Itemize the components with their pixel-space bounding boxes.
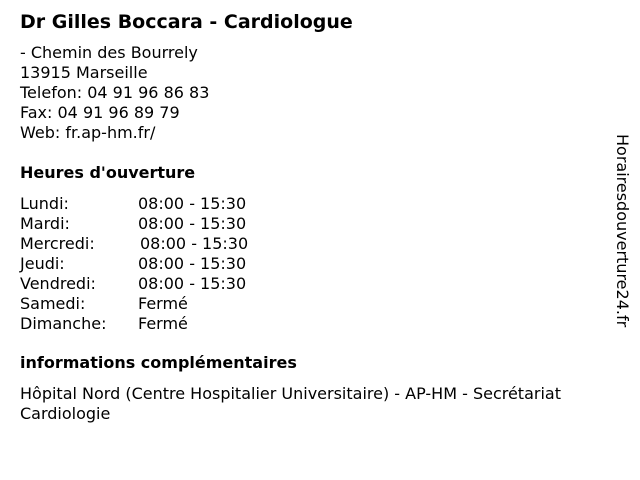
hours-row-thursday (20, 254, 320, 274)
day-label: Lundi: (20, 194, 69, 213)
hours-row-friday (20, 274, 320, 294)
hours-row-monday (20, 194, 320, 214)
opening-hours-table (20, 194, 320, 334)
additional-info-text: Hôpital Nord (Centre Hospitalier Universitaire) - AP-HM - Secrétariat Cardiologie (20, 384, 561, 423)
hours-value: 08:00 - 15:30 (140, 234, 249, 253)
hours-value: 08:00 - 15:30 (138, 254, 247, 273)
address-block (20, 43, 209, 143)
phone-number[interactable]: 04 91 96 86 83 (87, 83, 210, 102)
website-link[interactable]: fr.ap-hm.fr/ (65, 123, 156, 142)
hours-value: Fermé (138, 314, 188, 333)
hours-row-tuesday (20, 214, 320, 234)
site-brand-vertical[interactable]: Horairesdouverture24.fr (613, 134, 632, 328)
hours-value: 08:00 - 15:30 (138, 194, 247, 213)
additional-info-heading: informations complémentaires (20, 353, 297, 372)
fax-line (20, 103, 209, 123)
street-address: - Chemin des Bourrely (20, 43, 198, 62)
day-label: Jeudi: (20, 254, 65, 273)
hours-row-saturday (20, 294, 320, 314)
web-line (20, 123, 209, 143)
opening-hours-heading: Heures d'ouverture (20, 163, 196, 182)
fax-label: Fax: (20, 103, 53, 122)
phone-label: Telefon: (20, 83, 83, 102)
hours-value: Fermé (138, 294, 188, 313)
hours-row-sunday (20, 314, 320, 334)
web-label: Web: (20, 123, 61, 142)
day-label: Vendredi: (20, 274, 96, 293)
hours-value: 08:00 - 15:30 (138, 214, 247, 233)
hours-value: 08:00 - 15:30 (138, 274, 247, 293)
day-label: Dimanche: (20, 314, 107, 333)
phone-line (20, 83, 209, 103)
day-label: Mardi: (20, 214, 70, 233)
hours-row-wednesday (20, 234, 320, 254)
city-address: 13915 Marseille (20, 63, 148, 82)
page-title: Dr Gilles Boccara - Cardiologue (20, 11, 353, 33)
fax-number: 04 91 96 89 79 (57, 103, 180, 122)
day-label: Mercredi: (20, 234, 95, 253)
day-label: Samedi: (20, 294, 86, 313)
